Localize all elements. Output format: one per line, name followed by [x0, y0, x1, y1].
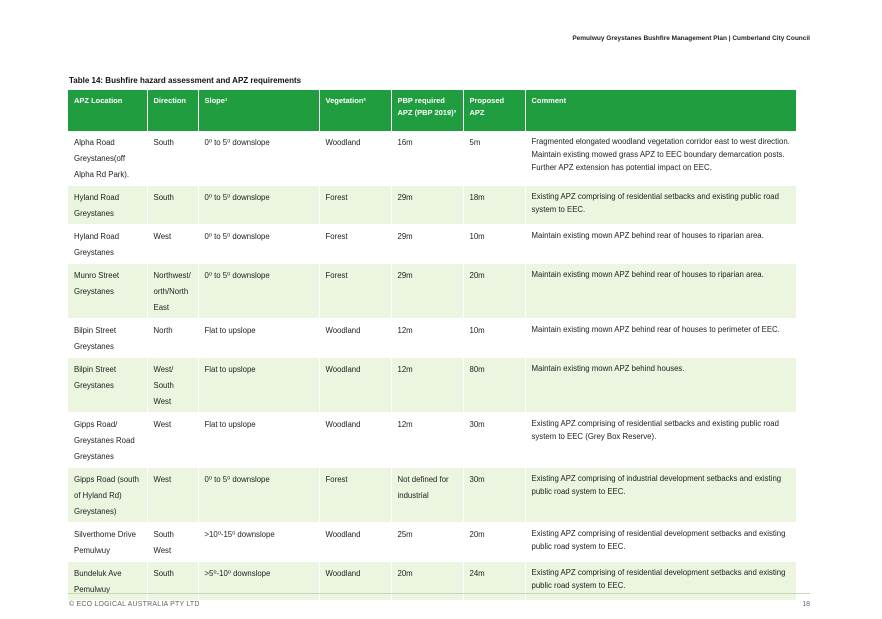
col-header-direction: Direction	[147, 90, 198, 131]
cell-slope: 0⁰ to 5⁰ downslope	[198, 264, 319, 319]
table-row	[68, 319, 796, 358]
page-number: 18	[802, 601, 810, 608]
cell-comment: Maintain existing mown APZ behind houses.	[525, 358, 796, 413]
cell-comment: Existing APZ comprising of residential setbacks and existing public road system to EEC (Grey Box Reserve).	[525, 413, 796, 468]
cell-slope: >5⁰-10⁰ downslope	[198, 562, 319, 601]
cell-comment: Existing APZ comprising of industrial development setbacks and existing public road system to EEC.	[525, 468, 796, 523]
cell-vegetation: Forest	[319, 468, 391, 523]
cell-pbp-required: 12m	[391, 413, 463, 468]
table-row	[68, 225, 796, 264]
cell-proposed: 10m	[463, 319, 525, 358]
table-caption: Table 14: Bushfire hazard assessment and APZ requirements	[69, 76, 302, 85]
cell-pbp-required: 29m	[391, 264, 463, 319]
cell-vegetation: Woodland	[319, 523, 391, 562]
table-row	[68, 186, 796, 225]
running-header: Pemulwuy Greystanes Bushfire Management Plan | Cumberland City Council	[572, 35, 810, 42]
cell-comment: Existing APZ comprising of residential development setbacks and existing public road system to EEC.	[525, 562, 796, 601]
cell-slope: Flat to upslope	[198, 413, 319, 468]
cell-direction: South	[147, 131, 198, 186]
cell-location: Silverthorne Drive Pemulwuy	[68, 523, 147, 562]
cell-comment: Maintain existing mown APZ behind rear of houses to riparian area.	[525, 264, 796, 319]
apz-table	[68, 90, 796, 601]
table-row	[68, 413, 796, 468]
cell-location: Hyland Road Greystanes	[68, 225, 147, 264]
cell-direction: Northwest/ orth/North East	[147, 264, 198, 319]
cell-proposed: 18m	[463, 186, 525, 225]
cell-slope: 0⁰ to 5⁰ downslope	[198, 131, 319, 186]
cell-direction: West/ South West	[147, 358, 198, 413]
cell-pbp-required: 29m	[391, 186, 463, 225]
cell-proposed: 20m	[463, 264, 525, 319]
table-row	[68, 264, 796, 319]
table-row	[68, 562, 796, 601]
cell-pbp-required: 12m	[391, 358, 463, 413]
cell-direction: West	[147, 225, 198, 264]
cell-slope: 0⁰ to 5⁰ downslope	[198, 468, 319, 523]
cell-proposed: 10m	[463, 225, 525, 264]
cell-pbp-required: 16m	[391, 131, 463, 186]
cell-proposed: 30m	[463, 413, 525, 468]
cell-vegetation: Woodland	[319, 358, 391, 413]
cell-slope: 0⁰ to 5⁰ downslope	[198, 186, 319, 225]
cell-comment: Existing APZ comprising of residential development setbacks and existing public road system to EEC.	[525, 523, 796, 562]
cell-location: Munro Street Greystanes	[68, 264, 147, 319]
cell-slope: Flat to upslope	[198, 319, 319, 358]
cell-comment: Fragmented elongated woodland vegetation corridor east to west direction. Maintain existing mowed grass APZ to EEC boundary demarcation posts. Further APZ extension has potential impact on EEC.	[525, 131, 796, 186]
cell-proposed: 30m	[463, 468, 525, 523]
cell-direction: North	[147, 319, 198, 358]
cell-location: Bilpin Street Greystanes	[68, 319, 147, 358]
cell-pbp-required: 29m	[391, 225, 463, 264]
footer-copyright: © ECO LOGICAL AUSTRALIA PTY LTD	[69, 601, 200, 608]
col-header-proposed: Proposed APZ	[463, 90, 525, 131]
cell-vegetation: Forest	[319, 264, 391, 319]
cell-location: Gipps Road (south of Hyland Rd) Greystanes)	[68, 468, 147, 523]
cell-vegetation: Woodland	[319, 413, 391, 468]
cell-vegetation: Woodland	[319, 319, 391, 358]
cell-proposed: 24m	[463, 562, 525, 601]
cell-location: Gipps Road/ Greystanes Road Greystanes	[68, 413, 147, 468]
cell-pbp-required: 12m	[391, 319, 463, 358]
cell-pbp-required: 25m	[391, 523, 463, 562]
cell-comment: Existing APZ comprising of residential setbacks and existing public road system to EEC.	[525, 186, 796, 225]
cell-direction: South	[147, 562, 198, 601]
cell-proposed: 80m	[463, 358, 525, 413]
cell-direction: West	[147, 468, 198, 523]
cell-vegetation: Woodland	[319, 562, 391, 601]
table-row	[68, 468, 796, 523]
cell-comment: Maintain existing mown APZ behind rear of houses to riparian area.	[525, 225, 796, 264]
cell-vegetation: Forest	[319, 225, 391, 264]
cell-location: Bilpin Street Greystanes	[68, 358, 147, 413]
col-header-comment: Comment	[525, 90, 796, 131]
col-header-pbp-required: PBP required APZ (PBP 2019)³	[391, 90, 463, 131]
cell-location: Hyland Road Greystanes	[68, 186, 147, 225]
footer-divider	[68, 593, 810, 594]
cell-direction: South	[147, 186, 198, 225]
cell-pbp-required: 20m	[391, 562, 463, 601]
table-row	[68, 358, 796, 413]
table-row	[68, 131, 796, 186]
cell-slope: 0⁰ to 5⁰ downslope	[198, 225, 319, 264]
table-header-row	[68, 90, 796, 131]
cell-proposed: 5m	[463, 131, 525, 186]
cell-vegetation: Woodland	[319, 131, 391, 186]
cell-location: Alpha Road Greystanes(off Alpha Rd Park).	[68, 131, 147, 186]
cell-slope: Flat to upslope	[198, 358, 319, 413]
cell-pbp-required: Not defined for industrial	[391, 468, 463, 523]
cell-slope: >10⁰-15⁰ downslope	[198, 523, 319, 562]
cell-direction: West	[147, 413, 198, 468]
cell-vegetation: Forest	[319, 186, 391, 225]
cell-location: Bundeluk Ave Pemulwuy	[68, 562, 147, 601]
col-header-location: APZ Location	[68, 90, 147, 131]
cell-proposed: 20m	[463, 523, 525, 562]
table-row	[68, 523, 796, 562]
cell-direction: South West	[147, 523, 198, 562]
cell-comment: Maintain existing mown APZ behind rear of houses to perimeter of EEC.	[525, 319, 796, 358]
col-header-slope: Slope¹	[198, 90, 319, 131]
col-header-vegetation: Vegetation²	[319, 90, 391, 131]
